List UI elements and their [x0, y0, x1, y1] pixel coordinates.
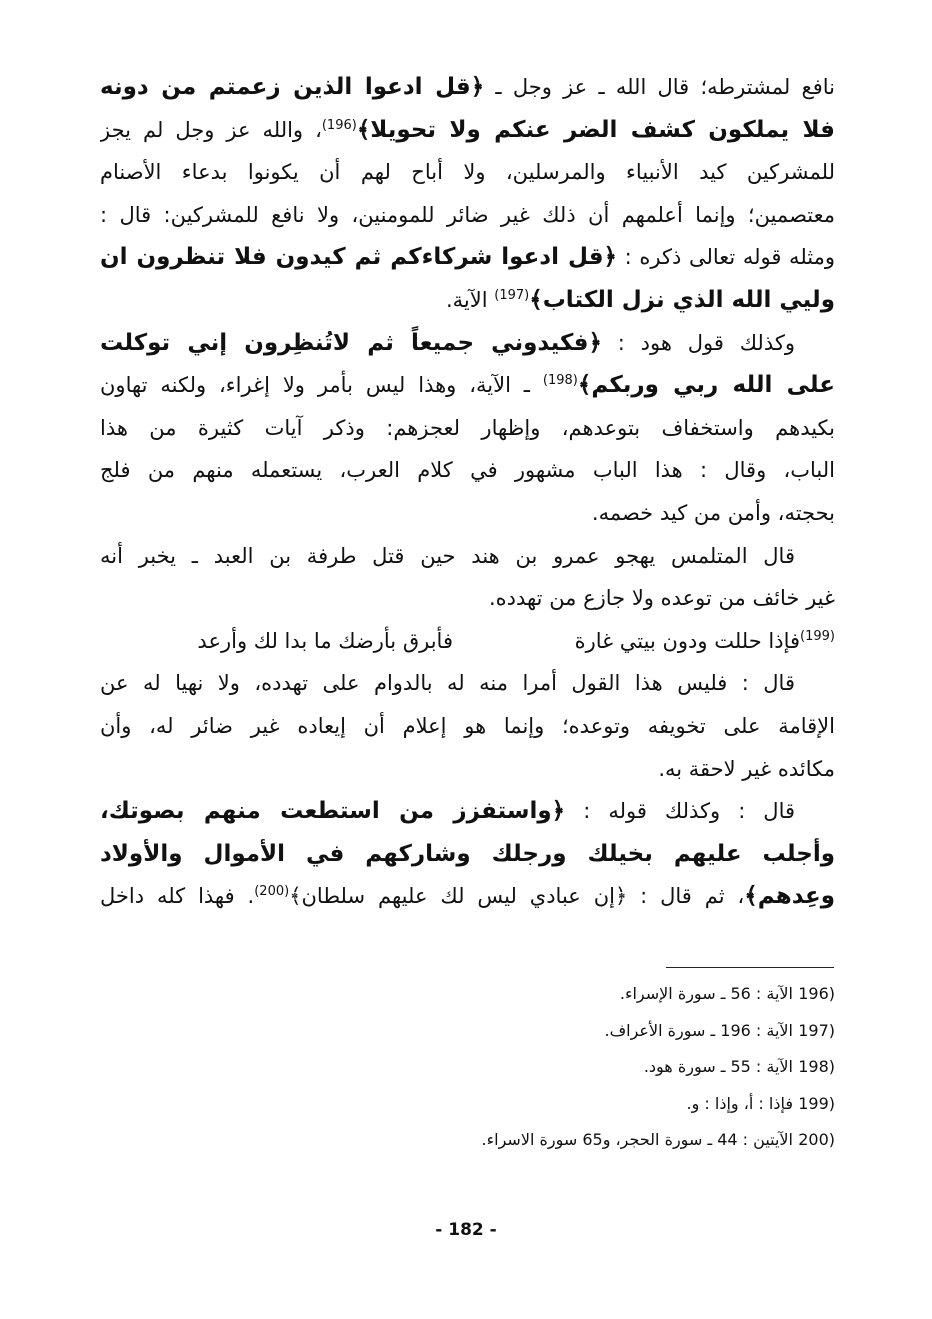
text-segment: ومثله قوله تعالى ذكره :: [617, 245, 835, 270]
quran-quote: ﴿قل ادعوا شركاءكم ثم كيدون فلا تنظرون ان: [100, 244, 618, 271]
text-line: [100, 236, 835, 279]
text-line: [100, 449, 835, 492]
text-line: [100, 705, 835, 748]
text-segment: ـ الآية، وهذا ليس بأمر ولا إغراء، ولكنه تهاون: [100, 373, 543, 398]
footnote: [100, 1049, 835, 1086]
text-line: [100, 66, 835, 109]
text-line: [100, 364, 835, 407]
text-segment: . فهذا كله داخل: [100, 884, 255, 909]
text-line: [100, 790, 835, 833]
text-segment: قال : فليس هذا القول أمرا منه له بالدوام على تهدده، ولا نهيا له عن: [100, 671, 795, 696]
footnote: [100, 1122, 835, 1159]
footnote-number: (196: [798, 984, 835, 1003]
footnote-number: (198: [798, 1057, 835, 1076]
text-line: [100, 577, 835, 620]
text-line: [100, 833, 835, 876]
text-segment: بكيدهم واستخفاف بتوعدهم، وإظهار لعجزهم: وذكر آيات كثيرة من هذا: [100, 415, 835, 440]
text-line: [100, 748, 835, 791]
footnote-text: الآية : 56 ـ سورة الإسراء.: [619, 984, 793, 1003]
footnote: [100, 976, 835, 1013]
quran-quote: وليي الله الذي نزل الكتاب﴾: [529, 286, 835, 313]
footnote-text: الآيتين : 44 ـ سورة الحجر، و65 سورة الاسراء.: [481, 1130, 793, 1149]
footnote-number: (200: [798, 1130, 835, 1149]
quran-quote: فلا يملكون كشف الضر عنكم ولا تحويلا﴾: [356, 116, 835, 143]
footnote-separator: [666, 967, 834, 968]
footnote-ref: (197): [494, 287, 530, 303]
quran-quote: ﴿فكيدوني جميعاً ثم لاتُنظِرون إني توكلت: [100, 329, 602, 356]
footnote-text: الآية : 55 ـ سورة هود.: [643, 1057, 793, 1076]
verse-hemistich-1: $^{(199)}$فإذا حللت ودون بيتي غارة: [574, 628, 835, 653]
text-segment: نافع لمشترطه؛ قال الله ـ عز وجل ـ: [484, 75, 835, 99]
text-line: [100, 322, 835, 365]
page-number: - 182 -: [435, 1220, 497, 1240]
text-line: [100, 662, 835, 705]
footnote-number: (199: [798, 1093, 835, 1113]
text-line: [100, 151, 835, 194]
quran-quote: ﴿واستفزز من استطعت منهم بصوتك،: [100, 798, 566, 825]
footnotes: [100, 976, 835, 1159]
footnote-ref: (199): [800, 628, 835, 644]
text-line: [100, 492, 835, 535]
text-block-2: [100, 662, 835, 918]
text-segment: الباب، وقال : هذا الباب مشهور في كلام العرب، يستعمله منهم من فلج: [100, 458, 835, 483]
footnote: [100, 1013, 835, 1050]
text-block-1: [100, 66, 835, 620]
footnote: [100, 1086, 835, 1123]
footnote-text: فإذا : أ، وإذا : و.: [686, 1093, 793, 1113]
quran-quote: ﴿قل ادعوا الذين زعمتم من دونه: [100, 74, 485, 100]
footnote-ref: (200): [254, 884, 290, 900]
text-segment: الآية.: [445, 287, 495, 312]
text-line: [100, 535, 835, 578]
quran-quote: وأجلب عليهم بخيلك ورجلك وشاركهم في الأموال والأولاد: [100, 840, 835, 867]
text-line: [100, 875, 835, 918]
text-segment: معتصمين؛ وإنما أعلمهم أن ذلك غير ضائر للمومنين، ولا نافع للمشركين: قال :: [100, 202, 835, 227]
text-segment: ، ثم قال : ﴿إن عبادي ليس لك عليهم سلطان﴾: [289, 884, 745, 909]
poetry-verse: [100, 620, 835, 663]
text-segment: غير خائف من توعده ولا جازع من تهدده.: [488, 586, 835, 611]
quran-quote: على الله ربي وربكم﴾: [577, 372, 835, 399]
text-segment: بحجته، وأمن من كيد خصمه.: [591, 500, 835, 525]
text-segment: للمشركين كيد الأنبياء والمرسلين، ولا أباح لهم أن يكونوا بدعاء الأصنام: [100, 160, 835, 185]
text-segment: ، والله عز وجل لم يجز: [100, 117, 322, 142]
text-segment: وكذلك قول هود :: [601, 330, 795, 355]
verse-hemistich-2: فأبرق بأرضك ما بدا لك وأرعد: [197, 628, 453, 653]
text-line: [100, 407, 835, 450]
text-segment: قال المتلمس يهجو عمرو بن هند حين قتل طرفة بن العبد ـ يخبر أنه: [100, 543, 795, 568]
text-line: [100, 109, 835, 152]
footnote-text: الآية : 196 ـ سورة الأعراف.: [604, 1020, 793, 1040]
text-line: [100, 194, 835, 237]
text-line: [100, 279, 835, 322]
main-text: [100, 66, 835, 918]
text-segment: الإقامة على تخويفه وتوعده؛ وإنما هو إعلام أن إيعاده غير ضائر له، وأن: [100, 713, 835, 738]
quran-quote: وعِدهم﴾: [744, 883, 835, 910]
text-segment: قال : وكذلك قوله :: [565, 799, 796, 824]
text-segment: مكائده غير لاحقة به.: [658, 756, 835, 781]
footnote-ref: (198): [542, 373, 578, 389]
footnote-number: (197: [798, 1020, 835, 1040]
footnote-ref: (196): [321, 117, 357, 133]
